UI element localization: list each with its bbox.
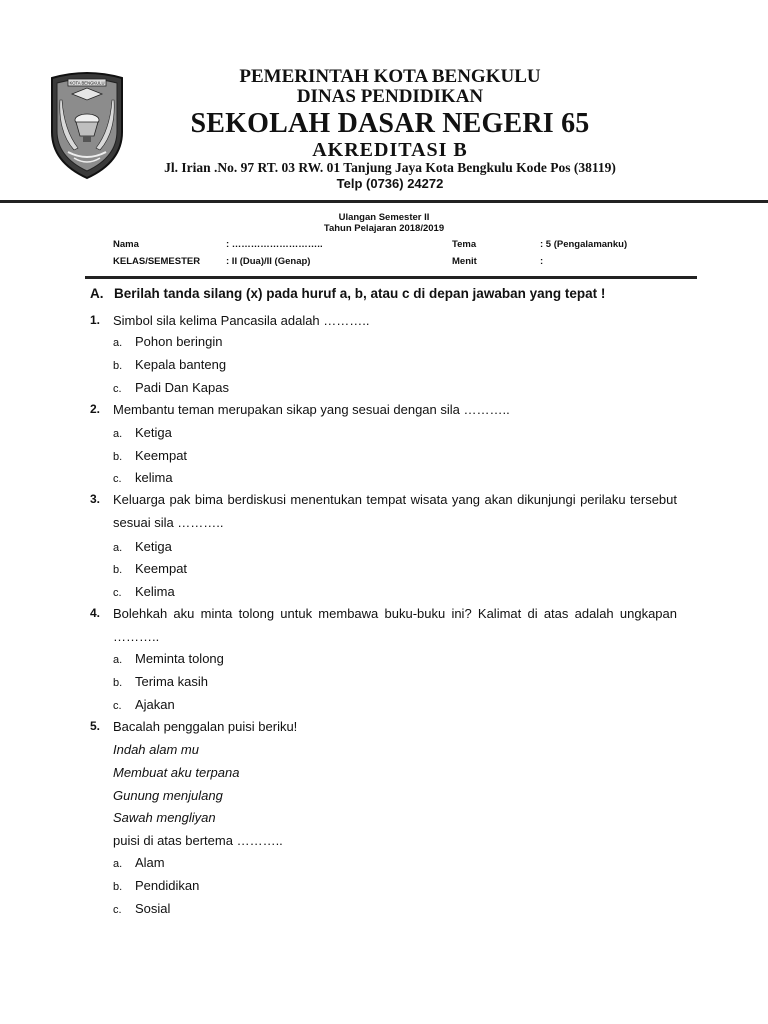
option-letter: a. xyxy=(113,858,123,870)
minutes-label: Menit xyxy=(452,256,477,267)
option-1b xyxy=(113,357,226,372)
option-2a xyxy=(113,425,172,440)
question-prompt: puisi di atas bertema ……….. xyxy=(113,833,283,848)
name-label: Nama xyxy=(113,239,139,250)
question-1 xyxy=(90,309,677,332)
question-text: Keluarga pak bima berdiskusi menentukan tempat wisata yang akan dikunjungi perilaku tersebut sesuai sila ……….. xyxy=(113,492,677,530)
option-letter: b. xyxy=(113,881,123,893)
class-semester-value: : II (Dua)/II (Genap) xyxy=(226,256,311,267)
option-letter: c. xyxy=(113,383,122,395)
option-5b xyxy=(113,878,199,893)
question-number: 3. xyxy=(90,492,101,506)
question-4 xyxy=(90,602,677,648)
option-text: Pohon beringin xyxy=(135,334,223,349)
theme-label: Tema xyxy=(452,239,477,250)
section-letter: A. xyxy=(90,286,104,301)
government-name: PEMERINTAH KOTA BENGKULU xyxy=(239,66,541,87)
section-instruction-text: Berilah tanda silang (x) pada huruf a, b, atau c di depan jawaban yang tepat ! xyxy=(114,286,606,301)
question-2 xyxy=(90,398,677,421)
option-1c xyxy=(113,380,229,395)
option-1a xyxy=(113,334,222,349)
option-text: Keempat xyxy=(135,448,188,463)
option-text: Ketiga xyxy=(135,425,172,440)
section-a-instruction xyxy=(90,286,605,301)
poem-line: Membuat aku terpana xyxy=(113,765,240,780)
school-address: Jl. Irian .No. 97 RT. 03 RW. 01 Tanjung Jaya Kota Bengkulu Kode Pos (38119) xyxy=(164,160,616,175)
question-number: 2. xyxy=(90,402,101,416)
question-number: 5. xyxy=(90,719,101,733)
option-text: Padi Dan Kapas xyxy=(135,380,229,395)
option-3b xyxy=(113,561,187,576)
question-text: Bolehkah aku minta tolong untuk membawa buku-buku ini? Kalimat di atas adalah ungkapan ……….. xyxy=(113,606,677,644)
option-letter: a. xyxy=(113,337,123,349)
question-text: Membantu teman merupakan sikap yang sesuai dengan sila ……….. xyxy=(113,402,510,417)
poem-line: Indah alam mu xyxy=(113,742,199,757)
option-letter: a. xyxy=(113,654,123,666)
poem-line: Gunung menjulang xyxy=(113,788,223,803)
meta-divider xyxy=(85,276,697,279)
option-letter: c. xyxy=(113,904,122,916)
question-5 xyxy=(90,715,677,738)
option-3c xyxy=(113,584,175,599)
school-phone: Telp (0736) 24272 xyxy=(336,176,444,191)
option-letter: c. xyxy=(113,587,122,599)
exam-title: Ulangan Semester II xyxy=(338,212,430,223)
option-4b xyxy=(113,674,208,689)
accreditation: AKREDITASI B xyxy=(312,139,468,161)
option-4a xyxy=(113,651,224,666)
option-5c xyxy=(113,901,170,916)
option-letter: c. xyxy=(113,700,122,712)
option-text: Alam xyxy=(135,855,165,870)
question-number: 4. xyxy=(90,606,101,620)
school-name: SEKOLAH DASAR NEGERI 65 xyxy=(190,108,590,139)
option-text: Keempat xyxy=(135,561,188,576)
question-number: 1. xyxy=(90,313,101,327)
option-3a xyxy=(113,539,172,554)
option-text: kelima xyxy=(135,470,173,485)
name-field: : ……………………….. xyxy=(226,239,323,250)
option-letter: b. xyxy=(113,564,123,576)
class-semester-label: KELAS/SEMESTER xyxy=(113,256,201,267)
option-2c xyxy=(113,470,173,485)
exam-year: Tahun Pelajaran 2018/2019 xyxy=(323,223,445,234)
option-text: Ajakan xyxy=(135,697,175,712)
minutes-value: : xyxy=(540,256,544,267)
option-4c xyxy=(113,697,175,712)
option-letter: a. xyxy=(113,428,123,440)
option-text: Sosial xyxy=(135,901,171,916)
option-letter: a. xyxy=(113,542,123,554)
option-text: Kelima xyxy=(135,584,175,599)
option-letter: b. xyxy=(113,677,123,689)
question-text: Bacalah penggalan puisi beriku! xyxy=(113,719,298,734)
theme-value: : 5 (Pengalamanku) xyxy=(540,239,628,250)
option-5a xyxy=(113,855,165,870)
option-text: Meminta tolong xyxy=(135,651,224,666)
header-divider xyxy=(0,200,768,203)
question-text: Simbol sila kelima Pancasila adalah ……….. xyxy=(113,313,370,328)
option-letter: c. xyxy=(113,473,122,485)
svg-text:KOTA BENGKULU: KOTA BENGKULU xyxy=(69,80,105,86)
option-text: Kepala banteng xyxy=(135,357,227,372)
option-2b xyxy=(113,448,187,463)
option-text: Ketiga xyxy=(135,539,172,554)
option-text: Pendidikan xyxy=(135,878,200,893)
option-letter: b. xyxy=(113,360,123,372)
option-text: Terima kasih xyxy=(135,674,208,689)
department-name: DINAS PENDIDIKAN xyxy=(296,86,484,107)
poem-line: Sawah mengliyan xyxy=(113,810,216,825)
option-letter: b. xyxy=(113,451,123,463)
question-3 xyxy=(90,488,677,534)
